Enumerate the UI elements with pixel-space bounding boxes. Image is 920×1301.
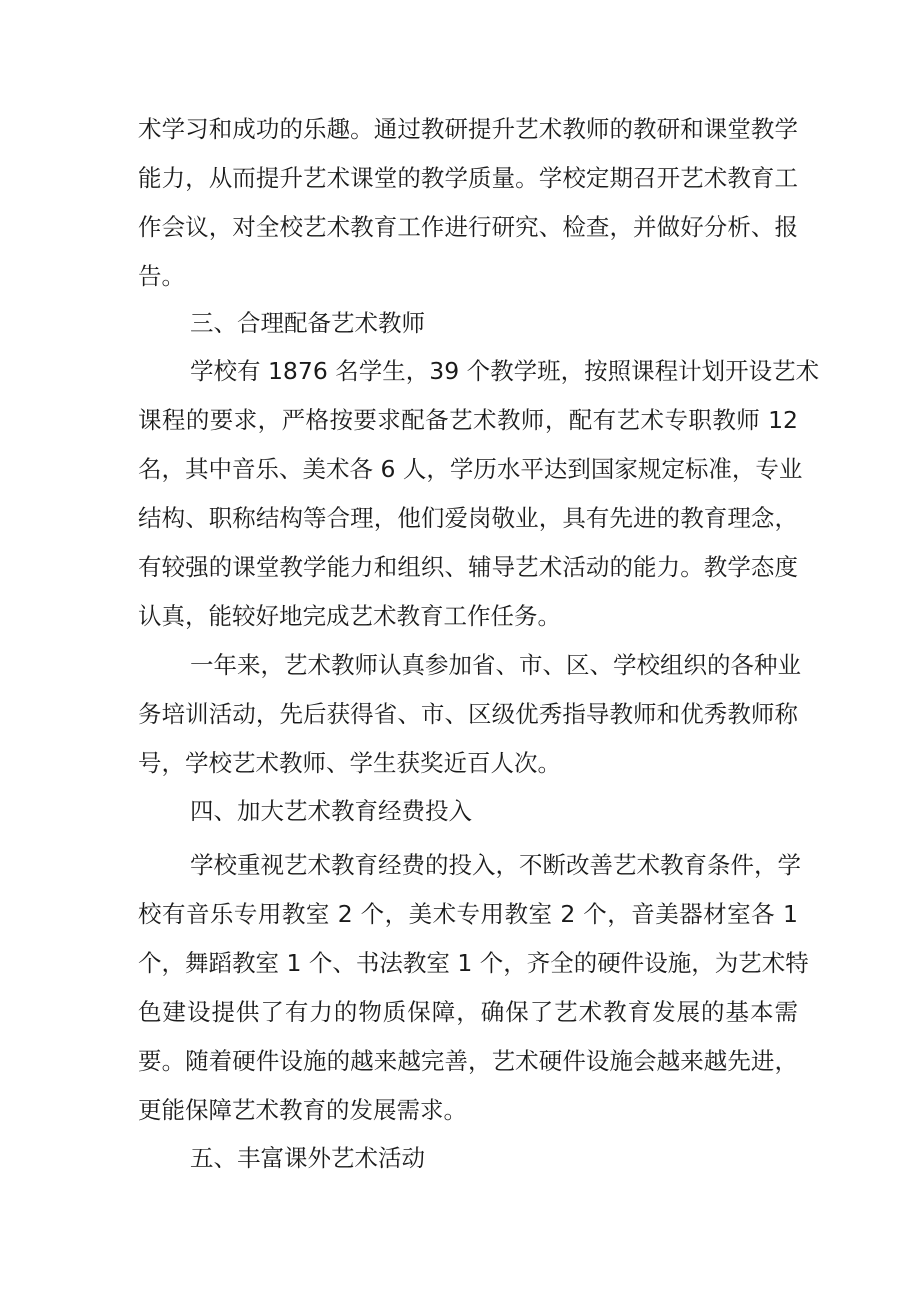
paragraph-line: 认真，能较好地完成艺术教育工作任务。 xyxy=(138,602,561,630)
paragraph-line: 号，学校艺术教师、学生获奖近百人次。 xyxy=(138,749,561,777)
paragraph-line: 一年来，艺术教师认真参加省、市、区、学校组织的各种业 xyxy=(190,651,801,679)
paragraph-line: 色建设提供了有力的物质保障，确保了艺术教育发展的基本需 xyxy=(138,998,798,1026)
paragraph-line: 能力，从而提升艺术课堂的教学质量。学校定期召开艺术教育工 xyxy=(138,164,798,192)
paragraph-line: 告。 xyxy=(138,262,185,290)
paragraph-line: 名，其中音乐、美术各 6 人，学历水平达到国家规定标准，专业 xyxy=(138,455,803,483)
paragraph-line: 要。随着硬件设施的越来越完善，艺术硬件设施会越来越先进， xyxy=(138,1047,798,1075)
paragraph-line: 作会议，对全校艺术教育工作进行研究、检查，并做好分析、报 xyxy=(138,213,798,241)
paragraph-line: 有较强的课堂教学能力和组织、辅导艺术活动的能力。教学态度 xyxy=(138,553,798,581)
paragraph-line: 学校有 1876 名学生，39 个教学班，按照课程计划开设艺术 xyxy=(190,357,820,385)
paragraph-line: 个，舞蹈教室 1 个、书法教室 1 个，齐全的硬件设施，为艺术特 xyxy=(138,949,809,977)
paragraph-line: 校有音乐专用教室 2 个，美术专用教室 2 个，音美器材室各 1 xyxy=(138,900,798,928)
section-heading-3: 三、合理配备艺术教师 xyxy=(190,309,425,337)
section-heading-5: 五、丰富课外艺术活动 xyxy=(190,1144,425,1172)
paragraph-line: 术学习和成功的乐趣。通过教研提升艺术教师的教研和课堂教学 xyxy=(138,115,798,143)
paragraph-line: 课程的要求，严格按要求配备艺术教师，配有艺术专职教师 12 xyxy=(138,406,798,434)
paragraph-line: 务培训活动，先后获得省、市、区级优秀指导教师和优秀教师称 xyxy=(138,700,798,728)
paragraph-line: 结构、职称结构等合理，他们爱岗敬业，具有先进的教育理念， xyxy=(138,504,798,532)
paragraph-line: 学校重视艺术教育经费的投入，不断改善艺术教育条件，学 xyxy=(190,851,801,879)
paragraph-line: 更能保障艺术教育的发展需求。 xyxy=(138,1096,467,1124)
section-heading-4: 四、加大艺术教育经费投入 xyxy=(190,797,472,825)
